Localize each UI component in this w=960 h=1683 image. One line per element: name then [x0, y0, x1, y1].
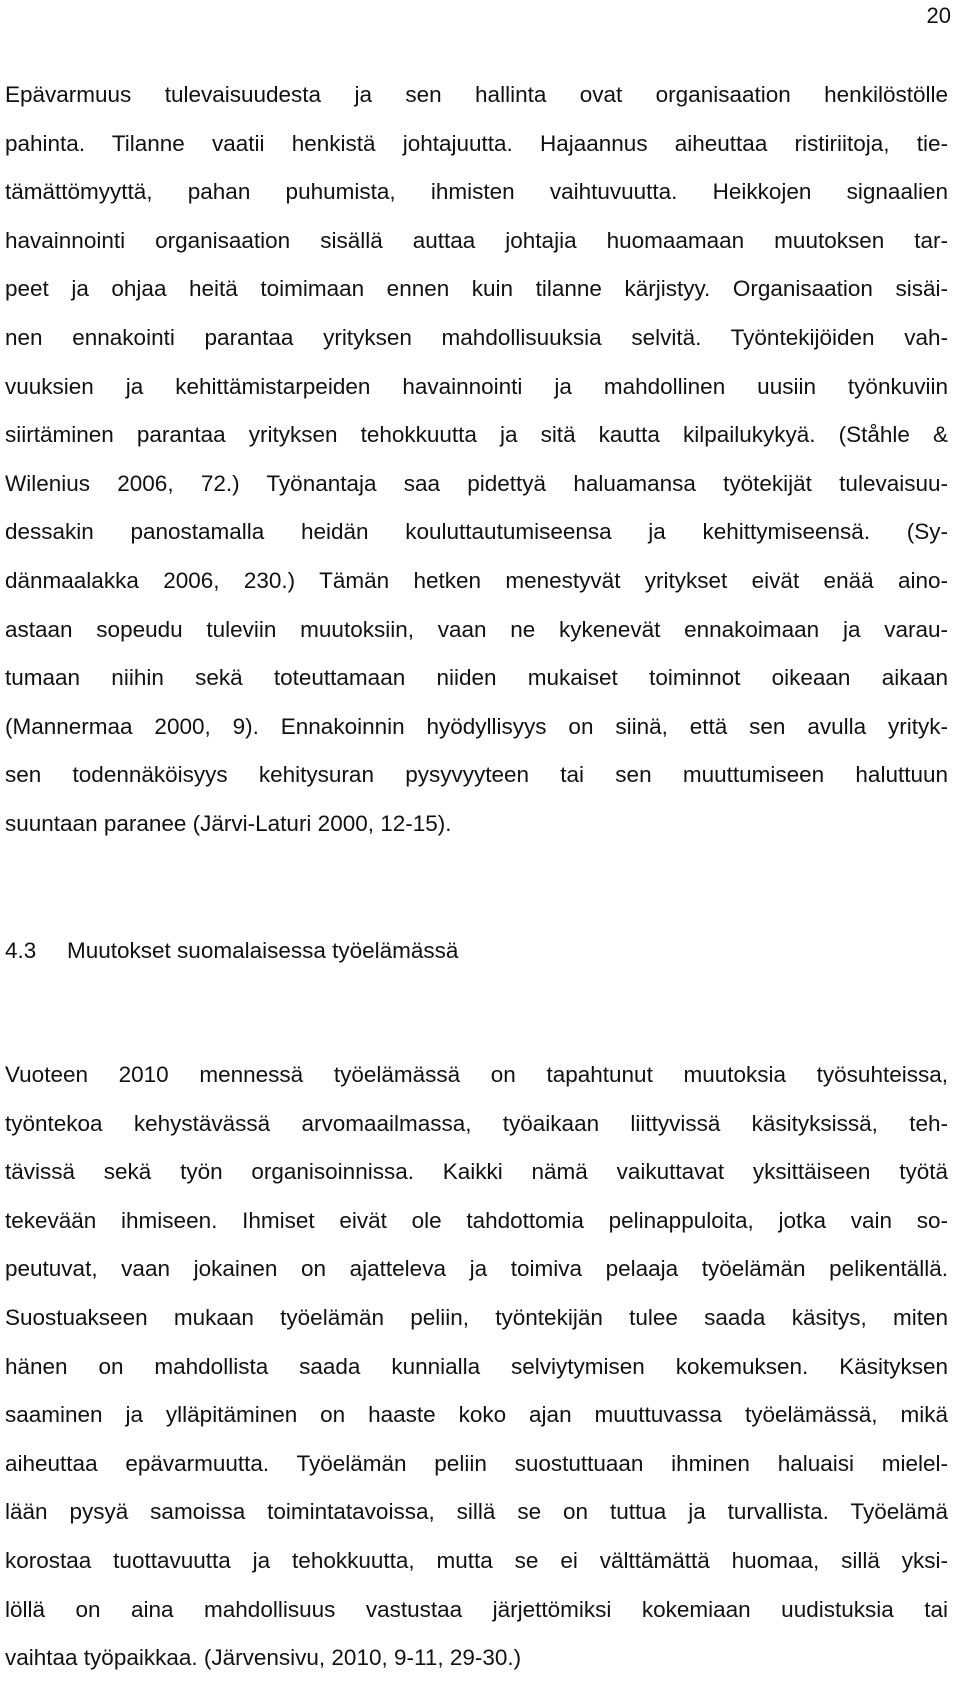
section-number: 4.3	[5, 938, 37, 963]
paragraph-line: nen ennakointi parantaa yrityksen mahdollisuuksia selvitä. Työntekijöiden vah-	[5, 324, 948, 350]
paragraph-line: pahinta. Tilanne vaatii henkistä johtajuutta. Hajaannus aiheuttaa ristiriitoja, tie-	[5, 130, 948, 156]
paragraph-line: työntekoa kehystävässä arvomaailmassa, työaikaan liittyvissä käsityksissä, teh-	[5, 1110, 948, 1136]
paragraph-line: siirtäminen parantaa yrityksen tehokkuutta ja sitä kautta kilpailukykyä. (Ståhle &	[5, 422, 948, 448]
paragraph-line: hänen on mahdollista saada kunnialla selviytymisen kokemuksen. Käsityksen	[5, 1353, 948, 1379]
paragraph-line: aiheuttaa epävarmuutta. Työelämän peliin suostuttuaan ihminen haluaisi mielel-	[5, 1450, 948, 1476]
section-heading	[5, 927, 458, 976]
section-title: Muutokset suomalaisessa työelämässä	[67, 938, 459, 963]
paragraph-line: Vuoteen 2010 mennessä työelämässä on tapahtunut muutoksia työsuhteissa,	[5, 1062, 948, 1087]
paragraph-line: suuntaan paranee (Järvi-Laturi 2000, 12-15).	[5, 810, 452, 836]
paragraph-line: korostaa tuottavuutta ja tehokkuutta, mutta se ei välttämättä huomaa, sillä yksi-	[5, 1547, 948, 1573]
paragraph-line: tekevään ihmiseen. Ihmiset eivät ole tahdottomia pelinappuloita, jotka vain so-	[5, 1207, 948, 1233]
paragraph-line: vuuksien ja kehittämistarpeiden havainnointi ja mahdollinen uusiin työnkuviin	[5, 373, 948, 399]
paragraph-line: dessakin panostamalla heidän kouluttautumiseensa ja kehittymiseensä. (Sy-	[5, 519, 948, 545]
paragraph-line: Wilenius 2006, 72.) Työnantaja saa pidettyä haluamansa työtekijät tulevaisuu-	[5, 470, 948, 496]
page-number: 20	[926, 3, 951, 28]
paragraph-line: havainnointi organisaation sisällä auttaa johtajia huomaamaan muutoksen tar-	[5, 227, 948, 253]
paragraph-line: peet ja ohjaa heitä toimimaan ennen kuin tilanne kärjistyy. Organisaation sisäi-	[5, 276, 948, 302]
body-paragraph-1	[5, 71, 948, 849]
paragraph-line: astaan sopeudu tuleviin muutoksiin, vaan ne kykenevät ennakoimaan ja varau-	[5, 616, 948, 642]
paragraph-line: tumaan niihin sekä toteuttamaan niiden mukaiset toiminnot oikeaan aikaan	[5, 665, 948, 691]
paragraph-line: lään pysyä samoissa toimintatavoissa, sillä se on tuttua ja turvallista. Työelämä	[5, 1499, 948, 1525]
paragraph-line: dänmaalakka 2006, 230.) Tämän hetken menestyvät yritykset eivät enää aino-	[5, 567, 948, 593]
body-paragraph-2	[5, 1051, 948, 1683]
paragraph-line: Suostuakseen mukaan työelämän peliin, työntekijän tulee saada käsitys, miten	[5, 1304, 948, 1330]
paragraph-line: sen todennäköisyys kehitysuran pysyvyyteen tai sen muuttumiseen haluttuun	[5, 762, 948, 788]
paragraph-line: tämättömyyttä, pahan puhumista, ihmisten vaihtuvuutta. Heikkojen signaalien	[5, 179, 948, 205]
paragraph-line: peutuvat, vaan jokainen on ajatteleva ja toimiva pelaaja työelämän pelikentällä.	[5, 1256, 948, 1282]
paragraph-line: tävissä sekä työn organisoinnissa. Kaikki nämä vaikuttavat yksittäiseen työtä	[5, 1159, 948, 1185]
paragraph-line: vaihtaa työpaikkaa. (Järvensivu, 2010, 9-11, 29-30.)	[5, 1645, 522, 1671]
paragraph-line: Epävarmuus tulevaisuudesta ja sen hallinta ovat organisaation henkilöstölle	[5, 82, 948, 107]
paragraph-line: (Mannermaa 2000, 9). Ennakoinnin hyödyllisyys on siinä, että sen avulla yrityk-	[5, 713, 948, 739]
paragraph-line: löllä on aina mahdollisuus vastustaa järjettömiksi kokemiaan uudistuksia tai	[5, 1596, 948, 1622]
paragraph-line: saaminen ja ylläpitäminen on haaste koko ajan muuttuvassa työelämässä, mikä	[5, 1402, 948, 1428]
